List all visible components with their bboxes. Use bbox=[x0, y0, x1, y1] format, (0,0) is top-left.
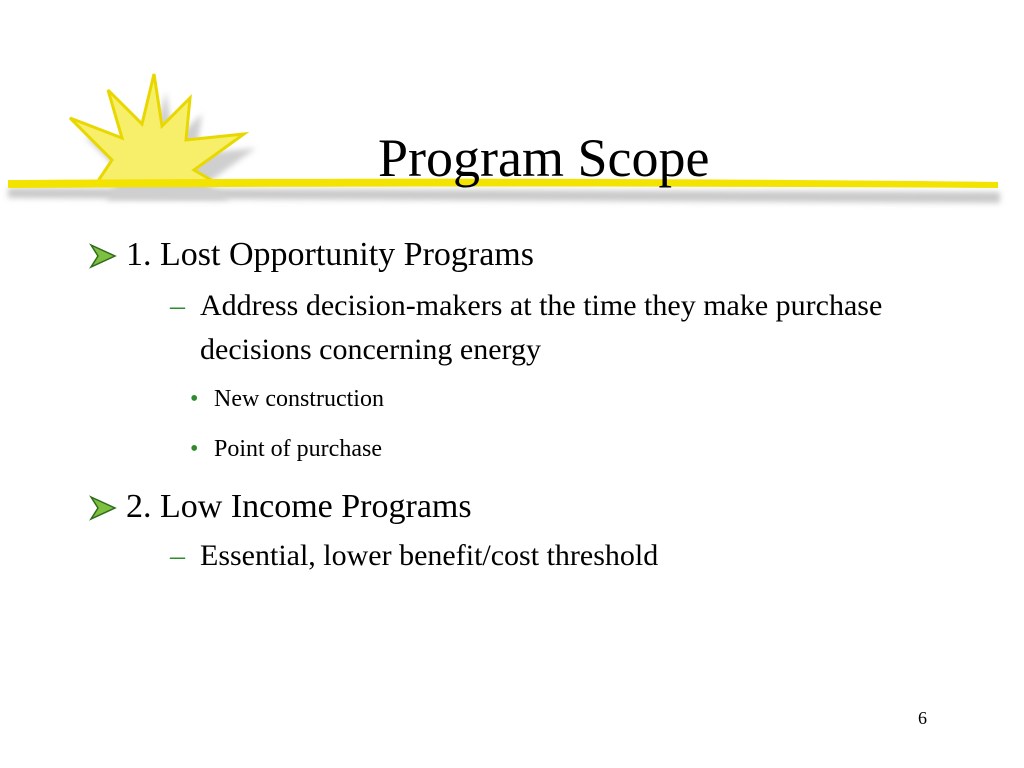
dot-marker: • bbox=[190, 386, 199, 412]
dash-marker: – bbox=[170, 539, 185, 572]
sub-sub-bullet-text: New construction bbox=[214, 386, 384, 412]
dot-marker: • bbox=[190, 436, 199, 462]
bullet-text: 2. Low Income Programs bbox=[126, 488, 472, 525]
bullet-item-low-income bbox=[88, 482, 988, 532]
sub-bullet-essential-threshold bbox=[170, 534, 990, 578]
sub-sub-bullet-text: Point of purchase bbox=[214, 436, 382, 462]
slide-title: Program Scope bbox=[378, 128, 710, 188]
sub-bullet-text: Address decision-makers at the time they make purchase decisions concerning energy bbox=[200, 289, 883, 366]
sub-sub-bullet-point-of-purchase bbox=[190, 424, 988, 474]
sub-sub-bullet-new-construction bbox=[190, 374, 988, 424]
arrow-bullet-icon bbox=[88, 495, 118, 521]
page-number: 6 bbox=[918, 708, 927, 728]
bullet-list bbox=[88, 230, 988, 578]
sub-bullet-address-decision-makers bbox=[170, 284, 990, 372]
bullet-item-lost-opportunity bbox=[88, 230, 988, 280]
arrow-bullet-icon bbox=[88, 243, 118, 269]
bullet-text: 1. Lost Opportunity Programs bbox=[126, 236, 534, 273]
sub-bullet-text: Essential, lower benefit/cost threshold bbox=[200, 539, 659, 572]
dash-marker: – bbox=[170, 289, 185, 322]
